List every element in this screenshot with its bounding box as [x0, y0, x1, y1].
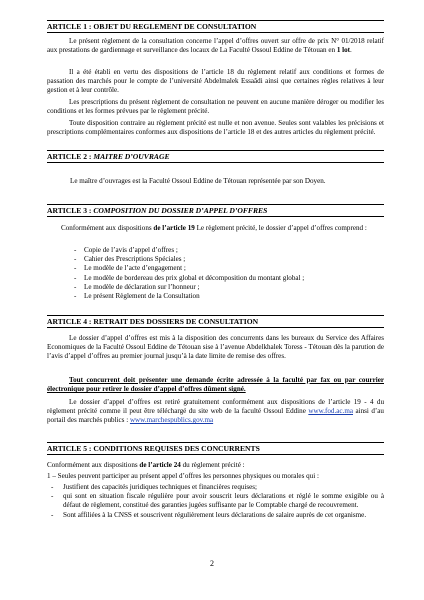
article-4-title: ARTICLE 4 : RETRAIT DES DOSSIERS DE CONSULTATION: [47, 317, 259, 326]
article-2-paragraph: Le maître d’ouvrages est la Faculté Ossoul Eddine de Tétouan représentée par son Doyen.: [70, 177, 326, 185]
article-5-title: ARTICLE 5 : CONDITIONS REQUISES DES CONCURRENTS: [47, 444, 260, 453]
article-2-title: ARTICLE 2 : MAITRE D’OUVRAGE: [47, 152, 170, 161]
header-rule-bottom: [47, 32, 384, 33]
article-1-paragraph-1: Le présent règlement de la consultation concerne l’appel d’offres ouvert sur offre de prix N° 01/2018 relatif aux prestations de gardiennage et surveillance des locaux de La Faculté Ossoul Eddine de Tétouan en 1 lot.: [47, 37, 384, 55]
list-item: - qui sont en situation fiscale régulière pour avoir souscrit leurs déclarations et réglé le somme exigible ou à défaut de règlement, constitué des garanties jugées suffisante par le Comptable chargé de recouvrement.: [47, 492, 384, 510]
article-5-point-1: 1 – Seules peuvent participer au présent appel d’offres les personnes physiques ou morales qui :: [47, 472, 319, 480]
list-item: - Le modèle de déclaration sur l’honneur ;: [74, 283, 384, 292]
list-item: - Copie de l’avis d’appel d’offres ;: [74, 246, 384, 255]
article-3-title: ARTICLE 3 : COMPOSITION DU DOSSIER D’APPEL D’OFFRES: [47, 206, 268, 215]
page-number: 2: [210, 559, 214, 568]
article-4-paragraph-2: Tout concurrent doit présenter une demande écrite adressée à la faculté par fax ou par courrier électronique pour retirer le dossier d’appel d’offres dûment signé.: [47, 376, 384, 394]
list-item: - Cahier des Prescriptions Spéciales ;: [74, 255, 384, 264]
list-item: - Le modèle de l’acte d’engagement ;: [74, 264, 384, 273]
article-3-intro: Conformément aux dispositions de l’article 19 Le règlement précité, le dossier d’appel d’offres comprend :: [61, 224, 367, 232]
header-rule-bottom: [47, 454, 384, 455]
article-1-paragraph-4: Toute disposition contraire au règlement précité est nulle et non avenue. Seules sont valables les précisions et prescriptions complémentaires conformes aux dispositions de l’article 18 et des autres articles du règlement précité.: [47, 119, 384, 137]
list-item: - Sont affiliées à la CNSS et souscrivent régulièrement leurs déclarations de salaire auprès de cet organisme.: [47, 511, 384, 520]
public-procurement-portal-link[interactable]: www.marchespublics.gov.ma: [129, 416, 214, 425]
article-5-condition-list: [47, 483, 384, 520]
article-4-paragraph-3: Le dossier d’appel d’offres est retiré gratuitement conformément aux dispositions de l’article 19 - 4 du règlement précité comme il peut être téléchargé du site web de la faculté Ossoul Eddine www.fod.ac.ma ainsi d’au portail des marchés publics : www.marchespublics.gov.ma: [47, 398, 384, 425]
header-rule-bottom: [47, 162, 384, 163]
article-1-paragraph-2: Il a été établi en vertu des dispositions de l’article 18 du règlement relatif aux conditions et formes de passation des marchés pour le compte de l’université Abdelmalek Essaâdi ainsi que certaines règles relatives à leur gestion et à leur contrôle.: [47, 68, 384, 95]
list-item: - Justifient des capacités juridiques techniques et financières requises;: [47, 483, 384, 492]
list-item: - Le présent Règlement de la Consultation: [74, 292, 384, 301]
header-rule-bottom: [47, 327, 384, 328]
list-item: - Le modèle de bordereau des prix global et décomposition du montant global ;: [74, 274, 384, 283]
faculty-website-link[interactable]: www.fod.ac.ma: [308, 407, 353, 416]
header-rule-bottom: [47, 216, 384, 217]
article-5-intro: Conformément aux dispositions de l’article 24 du règlement précité :: [47, 461, 245, 469]
article-1-title: ARTICLE 1 : OBJET DU REGLEMENT DE CONSULTATION: [47, 22, 257, 31]
article-3-document-list: [74, 246, 384, 301]
article-1-paragraph-3: Les prescriptions du présent règlement de consultation ne peuvent en aucune manière déroger ou modifier les conditions et les formes prévues par le règlement précité.: [47, 98, 384, 116]
article-4-paragraph-1: Le dossier d’appel d’offres est mis à la disposition des concurrents dans les bureaux du Service des Affaires Economiques de la Faculté Ossoul Eddine de Tétouan sise à l’avenue Abdelkhalek Toress - Tétouan dès la parution de l’avis d’appel d’offres au premier journal jusqu’à la date limite de remise des offres.: [47, 334, 384, 361]
